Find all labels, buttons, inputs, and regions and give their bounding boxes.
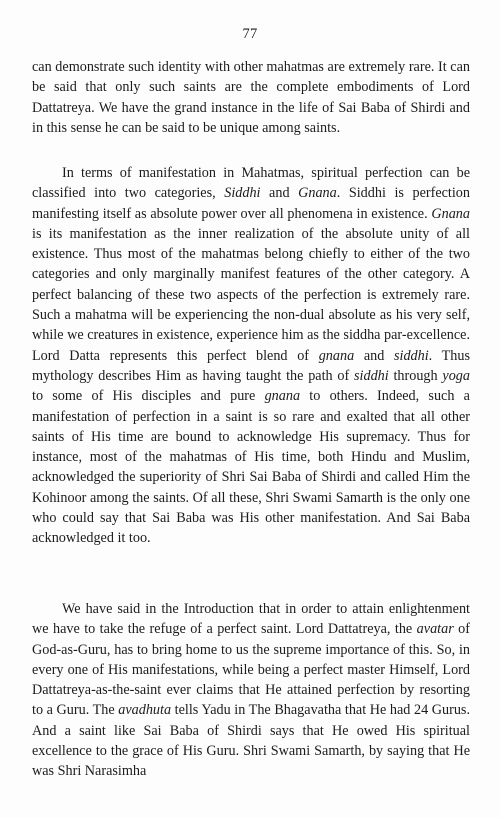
italic-term: avatar xyxy=(416,621,454,638)
italic-term: yoga xyxy=(442,367,470,384)
paragraph-3 xyxy=(32,599,470,782)
text-run: and xyxy=(260,185,299,202)
text-run: tells Yadu in The Bhagavatha that He had 24 Gurus. And a saint like Sai Baba of Shirdi says that He owed His spiritual excellence to the grace of His Guru. Shri Swami Samarth, by saying that He was Shri Narasimha xyxy=(32,702,471,780)
italic-term: gnana xyxy=(264,388,301,405)
text-run: and xyxy=(354,347,394,364)
text-run: . Siddhi is perfection manifesting itself as absolute power over all phenomena in existence. xyxy=(32,185,470,222)
text-run: We have said in the Introduction that in order to attain enlightenment we have to take the refuge of a perfect saint. Lord Dattatreya, the xyxy=(32,601,470,638)
text-run: to others. Indeed, such a manifestation of perfection in a saint is so rare and exalted that all other saints of His time are bound to acknowledge His supremacy. Thus for instance, most of the mahatmas of His time, both Hindu and Muslim, acknowledged the superiority of Shri Sai Baba of Shirdi and called Him the Kohinoor among the saints. Of all these, Shri Swami Samarth is the only one who could say that Sai Baba was His other manifestation. And Sai Baba acknowledged it too. xyxy=(32,388,470,547)
text-run: to some of His disciples and pure xyxy=(32,388,265,405)
paragraph-text xyxy=(32,163,470,549)
text-run: In terms of manifestation in Mahatmas, spiritual perfection can be classified into two categories, xyxy=(32,165,470,202)
italic-term: gnana xyxy=(318,347,355,364)
italic-term: avadhuta xyxy=(118,702,172,719)
text-run: through xyxy=(388,367,443,384)
page-number: 77 xyxy=(242,26,258,42)
paragraph-1 xyxy=(32,57,470,138)
italic-term: siddhi xyxy=(393,347,429,364)
text-run: is its manifestation as the inner realization of the absolute unity of all existence. Thus most of the mahatmas belong chiefly to either of the two categories and only marginally manifest features of the other category. A perfect balancing of these two aspects of the perfection is extremely rare. Such a mahatma will be experiencing the non-dual absolute as his very self, while we creatures in existence, experience him as the siddha par-excellence. Lord Datta represents this perfect blend of xyxy=(32,225,470,364)
italic-term: Siddhi xyxy=(224,185,261,202)
italic-term: siddhi xyxy=(354,367,389,384)
text-run: . Thus mythology describes Him as having taught the path of xyxy=(32,347,471,384)
italic-term: Gnana xyxy=(298,185,337,202)
paragraph-text xyxy=(32,57,470,138)
text-run: of God-as-Guru, has to bring home to us the supreme importance of this. So, in every one of His manifestations, while being a perfect master Himself, Lord Dattatreya-as-the-saint ever claims that He attained perfection by resorting to a Guru. The xyxy=(32,621,470,719)
paragraph-2 xyxy=(32,163,470,549)
text-run: can demonstrate such identity with other mahatmas are extremely rare. It can be said that only such saints are the complete embodiments of Lord Dattatreya. We have the grand instance in the life of Sai Baba of Shirdi and in this sense he can be said to be unique among saints. xyxy=(32,59,470,136)
italic-term: Gnana xyxy=(431,205,470,222)
paragraph-text xyxy=(32,599,470,782)
